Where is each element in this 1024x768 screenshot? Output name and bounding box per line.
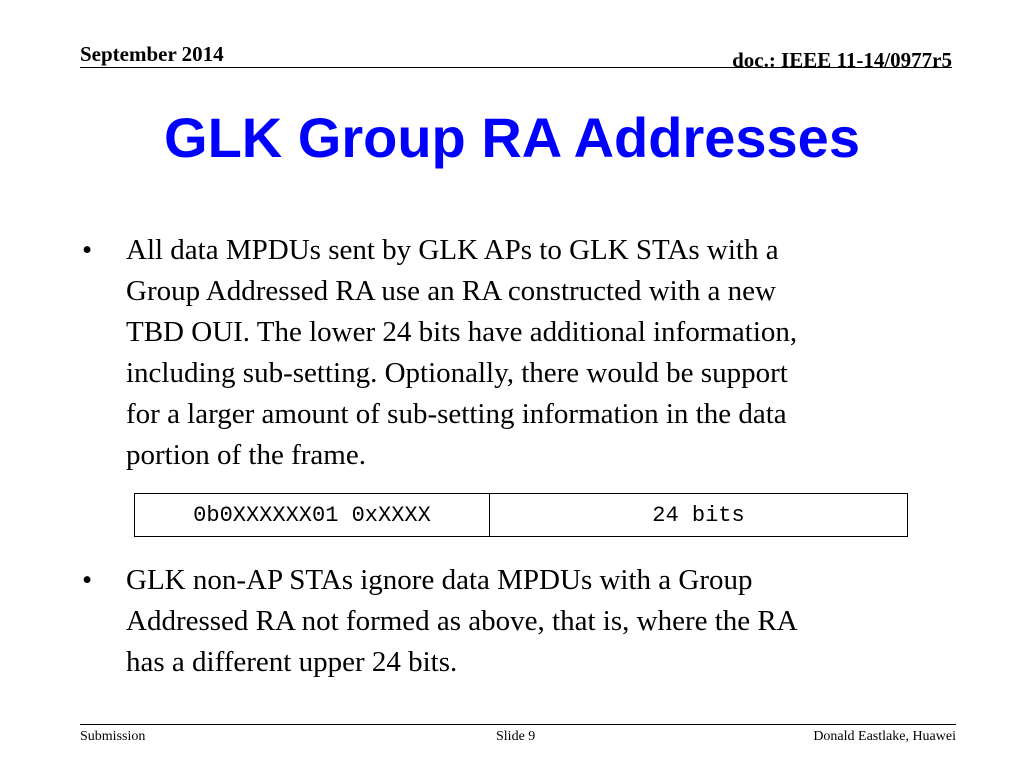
bullet-marker: • [82, 564, 93, 596]
header-doc-id: doc.: IEEE 11-14/0977r5 [732, 48, 952, 72]
bullet-line: GLK non-AP STAs ignore data MPDUs with a Group [126, 564, 753, 596]
bullet-line: portion of the frame. [126, 439, 366, 471]
footer-slide-number: Slide 9 [496, 729, 536, 744]
header-divider [80, 67, 952, 68]
bullet-item-2 [82, 560, 942, 683]
header-date: September 2014 [80, 42, 224, 66]
bullet-line: Group Addressed RA use an RA constructed with a new [126, 275, 776, 307]
address-upper-bits-cell: 0b0XXXXXX01 0xXXXX [135, 494, 490, 536]
address-lower-bits-cell: 24 bits [652, 502, 745, 528]
footer-author: Donald Eastlake, Huawei [813, 729, 956, 744]
bullet-line: has a different upper 24 bits. [126, 646, 458, 678]
footer-divider [80, 724, 956, 725]
bullet-line: All data MPDUs sent by GLK APs to GLK STAs with a [126, 234, 779, 266]
bullet-marker: • [82, 234, 93, 266]
bullet-text [126, 230, 942, 476]
address-format-table [134, 493, 908, 537]
footer-submission: Submission [80, 729, 146, 744]
bullet-line: Addressed RA not formed as above, that is, where the RA [126, 605, 798, 637]
bullet-line: for a larger amount of sub-setting information in the data [126, 398, 787, 430]
bullet-line: including sub-setting. Optionally, there would be support [126, 357, 788, 389]
bullet-line: TBD OUI. The lower 24 bits have additional information, [126, 316, 798, 348]
bullet-item-1 [82, 230, 942, 476]
slide-title: GLK Group RA Addresses [164, 106, 860, 169]
bullet-text [126, 560, 942, 683]
